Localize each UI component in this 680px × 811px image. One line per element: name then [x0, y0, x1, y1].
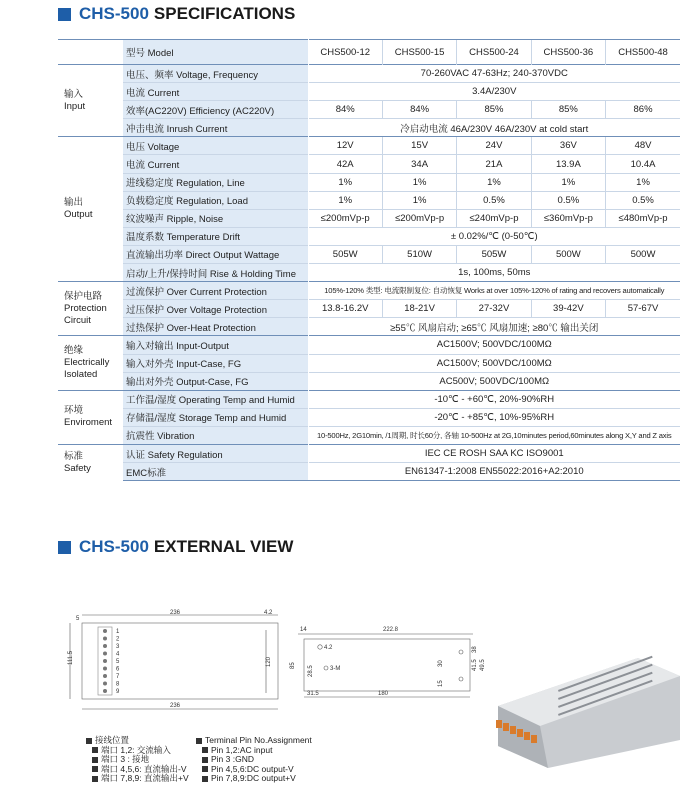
external-view-heading	[58, 537, 293, 557]
spec-label: 输入对外壳 Input-Case, FG	[123, 354, 308, 372]
spec-row-input-efficiency	[58, 101, 680, 119]
spec-value: 1%	[382, 173, 456, 191]
spec-label: 启动/上升/保持时间 Rise & Holding Time	[123, 264, 308, 282]
pin-number: 7	[116, 674, 120, 680]
terminal-pin	[103, 659, 107, 663]
spec-value: 1%	[308, 191, 382, 209]
spec-value: 0.5%	[457, 191, 531, 209]
terminal-pin	[103, 682, 107, 686]
group-label-protection	[58, 282, 123, 336]
dim-height: 111.5	[68, 650, 74, 665]
pin-number: 2	[116, 636, 120, 643]
spec-label: 抗震性 Vibration	[123, 426, 308, 444]
pin-number: 6	[116, 666, 120, 673]
group-label-line: 环境	[64, 405, 84, 417]
product-photo	[488, 628, 680, 768]
group-label-line: Electrically	[64, 357, 110, 369]
legend-item-text: 端口 3 : 接地	[101, 754, 150, 764]
pin-number: 1	[116, 629, 120, 635]
spec-value: 48V	[606, 137, 680, 155]
model-name: CHS500-24	[457, 40, 531, 65]
spec-value: 24V	[457, 137, 531, 155]
spec-value: 1%	[457, 173, 531, 191]
spec-header-row	[58, 40, 680, 65]
pin-number: 3	[116, 644, 120, 650]
dim-5: 5	[76, 616, 80, 622]
dim-30: 30	[438, 660, 444, 667]
spec-value: 3.4A/230V	[308, 83, 680, 101]
model-name: CHS500-36	[531, 40, 605, 65]
spec-label: EMC标准	[123, 463, 308, 481]
terminal-pin	[103, 637, 107, 641]
spec-label: 电压、频率 Voltage, Frequency	[123, 65, 308, 83]
terminal-pin	[103, 629, 107, 633]
spec-row-isolation-icase	[58, 354, 680, 372]
spec-value: 85%	[531, 101, 605, 119]
spec-row-isolation-io	[58, 336, 680, 354]
legend-item-text: Pin 1,2:AC input	[211, 744, 273, 755]
group-label-line: Safety	[64, 462, 91, 474]
dim-315: 31.5	[307, 691, 319, 697]
spec-row-environment-storage	[58, 408, 680, 426]
spec-value: ≤240mVp-p	[457, 209, 531, 227]
spec-value: 1s, 100ms, 50ms	[308, 264, 680, 282]
pin-number: 9	[116, 689, 120, 695]
legend-item	[86, 774, 189, 784]
spec-value: 57-67V	[606, 300, 680, 318]
spec-value: 84%	[308, 101, 382, 119]
spec-value: 34A	[382, 155, 456, 173]
legend-cn	[86, 736, 189, 784]
terminal-pin	[103, 674, 107, 678]
spec-value: 0.5%	[531, 191, 605, 209]
spec-label: 电压 Voltage	[123, 137, 308, 155]
spec-label: 输出对外壳 Output-Case, FG	[123, 372, 308, 390]
pin-number: 4	[116, 651, 120, 658]
legend-item-text: Pin 7,8,9:DC output+V	[211, 773, 296, 783]
spec-value: 70-260VAC 47-63Hz; 240-370VDC	[308, 65, 680, 83]
group-label-line: Protection	[64, 302, 107, 314]
spec-value: 500W	[531, 245, 605, 263]
group-label-output	[58, 137, 123, 282]
spec-value: 105%-120% 类型: 电流限制复位: 自动恢复 Works at over 105%-120% of rating and recovers automatically	[308, 282, 680, 300]
dim-14: 14	[300, 627, 307, 633]
group-label-safety	[58, 444, 123, 480]
spec-label: 电流 Current	[123, 155, 308, 173]
legend-box-icon	[92, 747, 98, 753]
spec-row-output-rise	[58, 264, 680, 282]
spec-value: 18-21V	[382, 300, 456, 318]
spec-label: 纹波噪声 Ripple, Noise	[123, 209, 308, 227]
model-label: 型号 Model	[123, 40, 308, 65]
model-name: CHS500-48	[606, 40, 680, 65]
terminal-pin	[103, 689, 107, 693]
legend-item-text: 端口 1,2: 交流输入	[101, 744, 171, 755]
spec-row-protection-overcurrent	[58, 282, 680, 300]
spec-value: ≤200mVp-p	[382, 209, 456, 227]
dim-120: 120	[266, 656, 272, 667]
legend-box-icon	[92, 776, 98, 782]
group-label-input	[58, 65, 123, 137]
spec-value: 1%	[308, 173, 382, 191]
spec-value: 85%	[457, 101, 531, 119]
spec-label: 效率(AC220V) Efficiency (AC220V)	[123, 101, 308, 119]
spec-value: ≥55℃ 风扇启动; ≥65℃ 风扇加速; ≥80℃ 输出关闭	[308, 318, 680, 336]
spec-value: 15V	[382, 137, 456, 155]
spec-value: 86%	[606, 101, 680, 119]
group-label-line: 保护电路	[64, 290, 103, 302]
terminal-pin	[103, 652, 107, 656]
spec-value: EN61347-1:2008 EN55022:2016+A2:2010	[308, 463, 680, 481]
legend-item-text: Pin 3 :GND	[211, 754, 254, 764]
spec-value: 27-32V	[457, 300, 531, 318]
legend-item-text: 端口 7,8,9: 直流输出+V	[101, 773, 189, 783]
spec-row-input-inrush	[58, 119, 680, 137]
spec-row-safety-emc	[58, 463, 680, 481]
spec-value: AC1500V; 500VDC/100MΩ	[308, 336, 680, 354]
spec-row-output-temp_drift	[58, 227, 680, 245]
spec-label: 存储温/湿度 Storage Temp and Humid	[123, 408, 308, 426]
spec-value: 0.5%	[606, 191, 680, 209]
dim-2228: 222.8	[383, 627, 399, 633]
spec-value: 84%	[382, 101, 456, 119]
dim-width-top: 236	[170, 610, 181, 616]
spec-value: ≤360mVp-p	[531, 209, 605, 227]
dim-15: 15	[438, 680, 444, 687]
spec-value: -10℃ - +60℃, 20%-90%RH	[308, 390, 680, 408]
group-label-line: Output	[64, 209, 93, 221]
heading-title: SPECIFICATIONS	[153, 4, 296, 23]
spec-label: 输入对输出 Input-Output	[123, 336, 308, 354]
spec-value: 500W	[606, 245, 680, 263]
spec-value: ≤200mVp-p	[308, 209, 382, 227]
spec-value: 39-42V	[531, 300, 605, 318]
dim-phi42: 4.2	[324, 645, 333, 651]
spec-value: 1%	[382, 191, 456, 209]
terminal-pin	[103, 644, 107, 648]
legend-en-title: Terminal Pin No.Assignment	[205, 735, 312, 745]
spec-row-input-current	[58, 83, 680, 101]
group-label-line: Circuit	[64, 314, 91, 326]
group-label-line: 输入	[64, 88, 84, 100]
spec-label: 负载稳定度 Regulation, Load	[123, 191, 308, 209]
legend-box-icon	[92, 766, 98, 772]
group-label-line: Isolated	[64, 369, 98, 381]
group-label-line: Input	[64, 100, 86, 112]
spec-label: 温度系数 Temperature Drift	[123, 227, 308, 245]
heading-brand: CHS-500	[79, 537, 149, 556]
spec-label: 过压保护 Over Voltage Protection	[123, 300, 308, 318]
spec-row-output-load_reg	[58, 191, 680, 209]
dim-495: 49.5	[480, 659, 486, 671]
spec-value: -20℃ - +85℃, 10%-95%RH	[308, 408, 680, 426]
spec-label: 进线稳定度 Regulation, Line	[123, 173, 308, 191]
legend-cn-title: 接线位置	[95, 735, 130, 745]
legend-box-icon	[202, 757, 208, 763]
spec-value: 12V	[308, 137, 382, 155]
dim-42: 4.2	[264, 610, 273, 616]
dim-38: 38	[472, 646, 478, 653]
spec-table	[58, 39, 680, 481]
spec-value: 10.4A	[606, 155, 680, 173]
group-label-environment	[58, 390, 123, 444]
spec-label: 工作温/湿度 Operating Temp and Humid	[123, 390, 308, 408]
dim-415: 41.5	[472, 659, 478, 671]
spec-value: 42A	[308, 155, 382, 173]
group-cell	[58, 40, 123, 65]
spec-value: 36V	[531, 137, 605, 155]
model-name: CHS500-15	[382, 40, 456, 65]
pin-number: 8	[116, 681, 120, 688]
spec-row-output-voltage	[58, 137, 680, 155]
spec-row-isolation-ocase	[58, 372, 680, 390]
spec-value: 1%	[606, 173, 680, 191]
legend-box-icon	[202, 776, 208, 782]
spec-row-safety-regulation	[58, 444, 680, 462]
spec-value: 505W	[308, 245, 382, 263]
group-label-line: 输出	[64, 197, 84, 209]
heading-title: EXTERNAL VIEW	[153, 537, 294, 556]
pin-number: 5	[116, 659, 120, 665]
legend-item-text: 端口 4,5,6: 直流输出-V	[101, 763, 187, 774]
group-label-line: 标准	[64, 450, 84, 462]
legend-en	[196, 736, 312, 784]
terminal-pin	[103, 667, 107, 671]
spec-row-output-line_reg	[58, 173, 680, 191]
legend-box-icon	[86, 738, 92, 744]
spec-label: 直流输出功率 Direct Output Wattage	[123, 245, 308, 263]
spec-value: 13.8-16.2V	[308, 300, 382, 318]
dim-85: 85	[290, 662, 296, 669]
spec-row-environment-operating	[58, 390, 680, 408]
group-label-line: 绝缘	[64, 345, 84, 357]
spec-row-protection-overheat	[58, 318, 680, 336]
spec-value: 505W	[457, 245, 531, 263]
group-label-isolation	[58, 336, 123, 390]
spec-value: 21A	[457, 155, 531, 173]
legend-item-text: Pin 4,5,6:DC output-V	[211, 763, 294, 774]
spec-row-output-wattage	[58, 245, 680, 263]
spec-row-input-voltage	[58, 65, 680, 83]
dim-180: 180	[378, 691, 389, 697]
legend-item	[196, 774, 312, 784]
legend-box-icon	[202, 766, 208, 772]
spec-value: ± 0.02%/℃ (0-50℃)	[308, 227, 680, 245]
heading-square-icon	[58, 541, 71, 554]
heading-square-icon	[58, 8, 71, 21]
spec-label: 过流保护 Over Current Protection	[123, 282, 308, 300]
spec-row-output-ripple	[58, 209, 680, 227]
spec-label: 冲击电流 Inrush Current	[123, 119, 308, 137]
spec-row-output-current	[58, 155, 680, 173]
spec-value: 冷启动电流 46A/230V 46A/230V at cold start	[308, 119, 680, 137]
spec-label: 电流 Current	[123, 83, 308, 101]
spec-row-protection-overvoltage	[58, 300, 680, 318]
spec-value: 510W	[382, 245, 456, 263]
front-view	[68, 610, 278, 709]
legend-box-icon	[92, 757, 98, 763]
legend-box-icon	[196, 738, 202, 744]
model-name: CHS500-12	[308, 40, 382, 65]
spec-value: ≤480mVp-p	[606, 209, 680, 227]
group-label-line: Enviroment	[64, 417, 113, 429]
spec-value: IEC CE ROSH SAA KC ISO9001	[308, 444, 680, 462]
legend-box-icon	[202, 747, 208, 753]
spec-label: 过热保护 Over-Heat Protection	[123, 318, 308, 336]
spec-value: 10-500Hz, 2G10min, /1周期, 时长60分, 各轴 10-500Hz at 2G,10minutes period,60minutes along X,Y and Z axis	[308, 426, 680, 444]
dim-285: 28.5	[308, 665, 314, 677]
spec-label: 认证 Safety Regulation	[123, 444, 308, 462]
spec-value: AC1500V; 500VDC/100MΩ	[308, 354, 680, 372]
heading-brand: CHS-500	[79, 4, 149, 23]
dim-width-bottom: 236	[170, 703, 181, 709]
spec-value: AC500V; 500VDC/100MΩ	[308, 372, 680, 390]
spec-value: 1%	[531, 173, 605, 191]
dim-3m: 3-M	[330, 666, 341, 672]
specifications-heading	[58, 4, 295, 24]
spec-value: 13.9A	[531, 155, 605, 173]
side-view	[290, 627, 486, 697]
spec-row-environment-vibration	[58, 426, 680, 444]
